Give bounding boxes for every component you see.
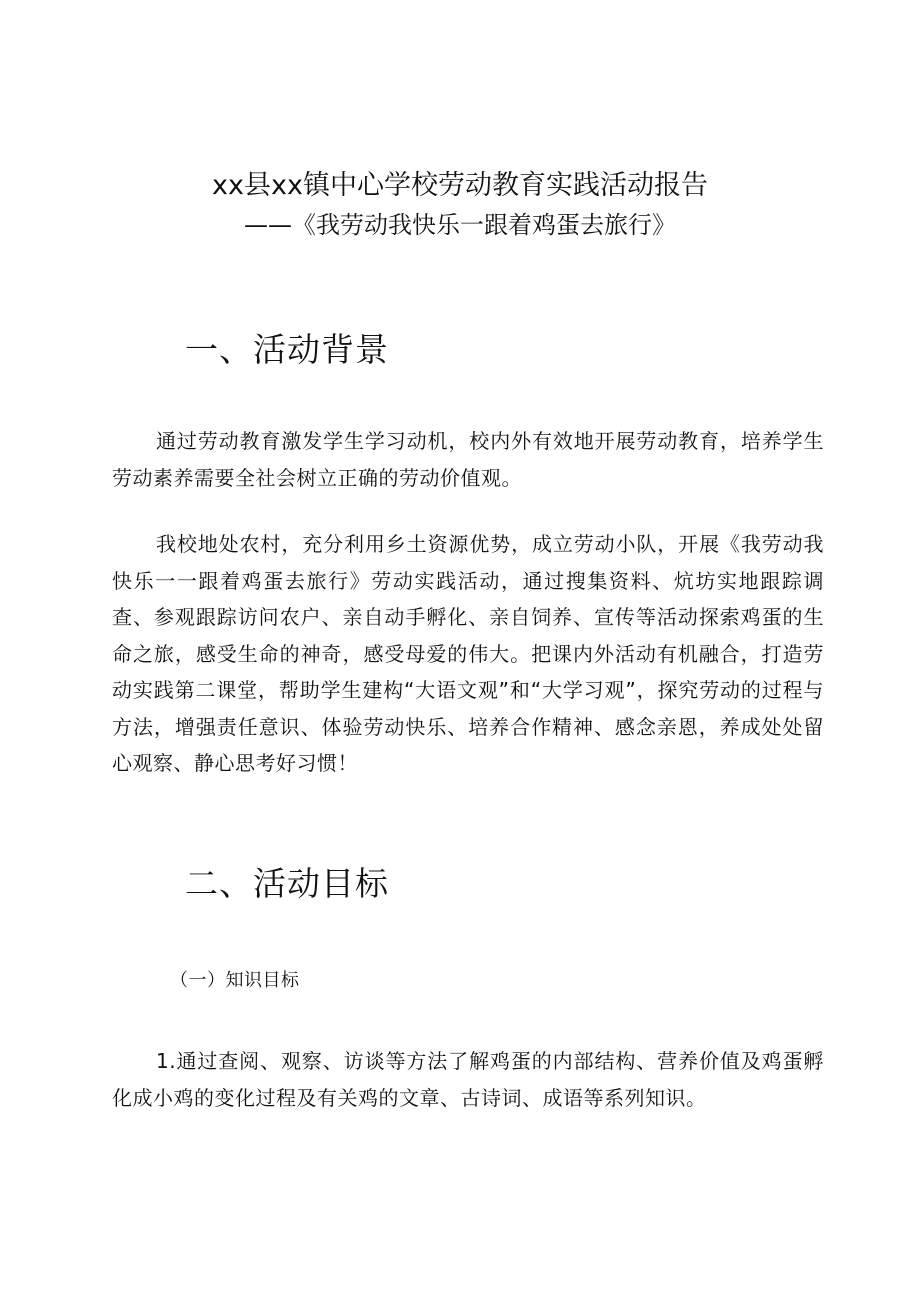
section-heading-background: 一、活动背景: [185, 330, 389, 369]
paragraph-background-2: 我校地处农村，充分利用乡土资源优势，成立劳动小队，开展《我劳动我快乐一一跟着鸡蛋去旅行》劳动实践活动，通过搜集资料、炕坊实地跟踪调查、参观跟踪访问农户、亲自动手孵化、亲自饲养、宣传等活动探索鸡蛋的生命之旅，感受生命的神奇，感受母爱的伟大。把课内外活动有机融合，打造劳动实践第二课堂，帮助学生建构“大语文观”和“大学习观”，探究劳动的过程与方法，增强责任意识、体验劳动快乐、培养合作精神、感念亲恩，养成处处留心观察、静心思考好习惯！: [112, 532, 824, 775]
subheading-knowledge-goals: （一）知识目标: [170, 970, 300, 991]
section-heading-goals: 二、活动目标: [185, 864, 389, 903]
report-title: xx县xx镇中心学校劳动教育实践活动报告: [212, 170, 708, 201]
paragraph-background-1: 通过劳动教育激发学生学习动机，校内外有效地开展劳动教育，培养学生劳动素养需要全社会树立正确的劳动价值观。: [112, 429, 824, 490]
report-subtitle: ——《我劳动我快乐一跟着鸡蛋去旅行》: [244, 211, 676, 239]
paragraph-knowledge-goal-1: 1.通过查阅、观察、访谈等方法了解鸡蛋的内部结构、营养价值及鸡蛋孵化成小鸡的变化过程及有关鸡的文章、古诗词、成语等系列知识。: [112, 1049, 824, 1110]
